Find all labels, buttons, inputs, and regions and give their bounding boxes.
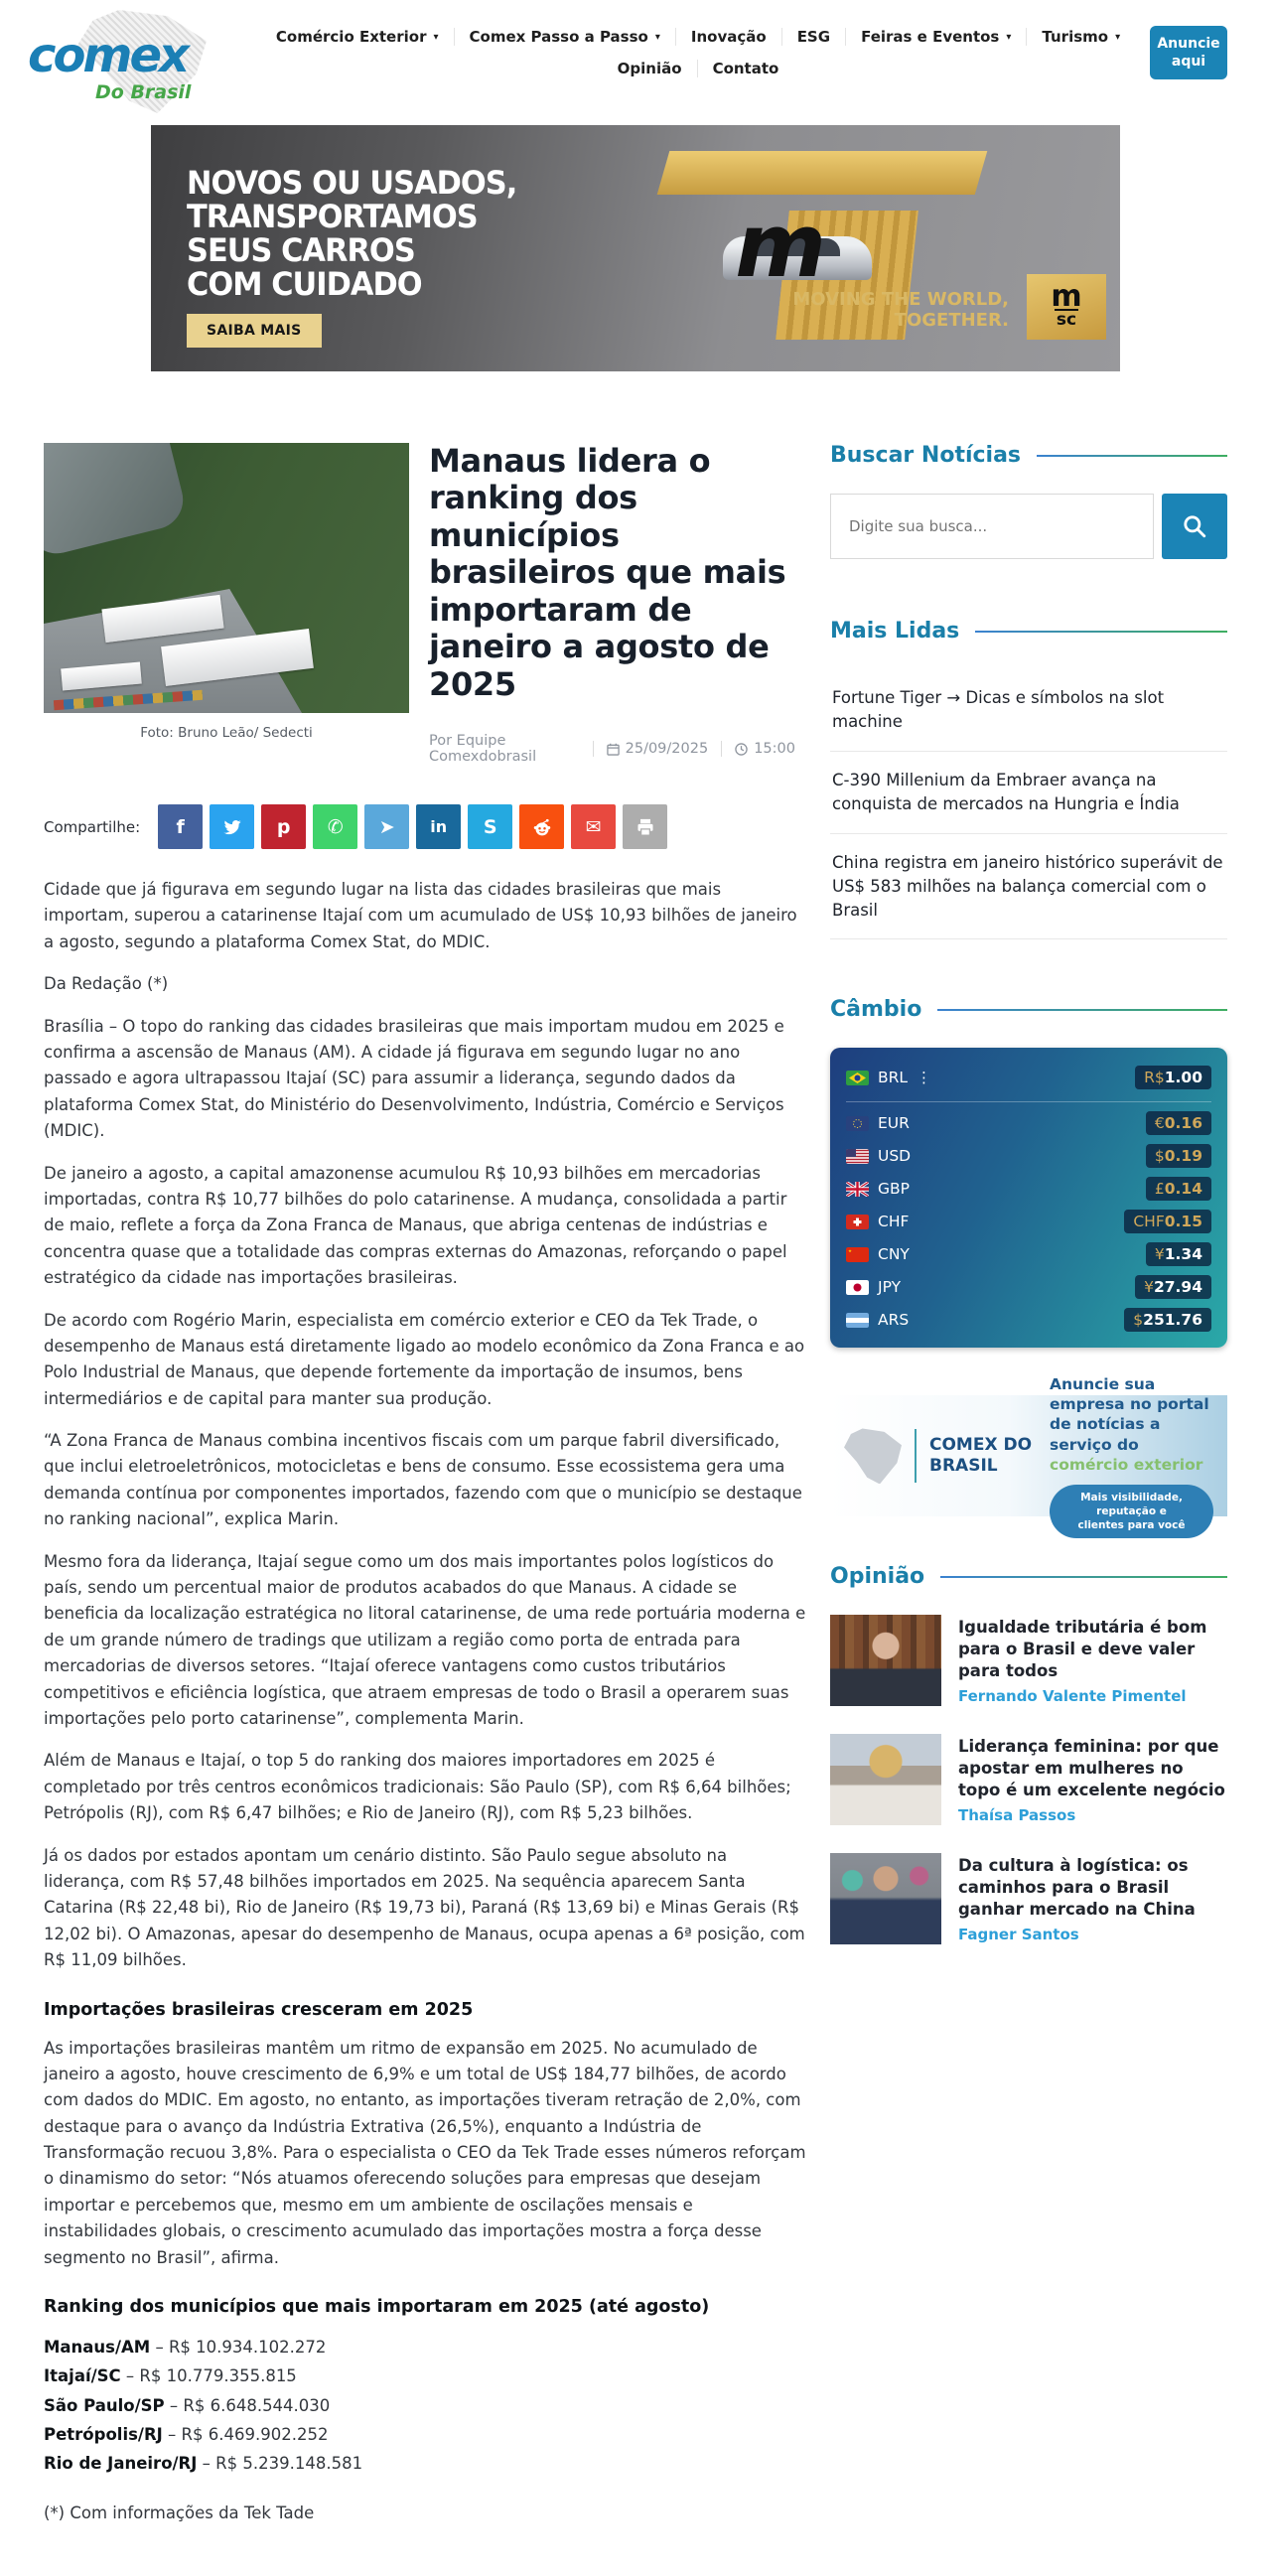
author-photo (830, 1615, 941, 1706)
ranking-row: Itajaí/SC – R$ 10.779.355.815 (44, 2366, 297, 2386)
twitter-icon (222, 817, 242, 837)
article-image[interactable] (44, 443, 409, 713)
search-heading: Buscar Notícias (830, 443, 1022, 468)
nav-item-esg[interactable]: ESG (782, 28, 846, 46)
share-email-button[interactable] (571, 804, 616, 849)
nav-item-comercio-exterior[interactable]: Comércio Exterior ▾ (261, 28, 455, 46)
most-read-item[interactable]: China registra em janeiro histórico superávit de US$ 583 milhões na balança comercial com o Brasil (830, 834, 1227, 940)
byline-author: Por Equipe Comexdobrasil (429, 733, 537, 766)
clock-icon (735, 743, 748, 756)
nav-item-turismo[interactable]: Turismo ▾ (1042, 28, 1121, 46)
exchange-row: JPY ¥27.94 (846, 1275, 1211, 1299)
banner-tagline: MOVING THE WORLD, TOGETHER. (792, 288, 1009, 332)
opinion-card[interactable] (830, 1853, 1227, 1944)
search-section (830, 443, 1227, 559)
share-linkedin-button[interactable] (416, 804, 461, 849)
chevron-down-icon: ▾ (654, 31, 660, 43)
banner-cta-button[interactable]: SAIBA MAIS (187, 314, 322, 348)
kebab-menu-icon[interactable]: ⋮ (917, 1069, 932, 1087)
opinion-heading-row (830, 1564, 1227, 1589)
share-reddit-button[interactable] (519, 804, 564, 849)
share-facebook-button[interactable] (158, 804, 203, 849)
msc-logo: m sc (1027, 274, 1106, 340)
advertise-button[interactable]: Anuncie aqui (1150, 26, 1227, 79)
most-read-section (830, 619, 1227, 939)
most-read-heading-row (830, 619, 1227, 644)
opinion-title: Da cultura à logística: os caminhos para o Brasil ganhar mercado na China (958, 1856, 1196, 1919)
chevron-down-icon: ▾ (1006, 31, 1012, 43)
paragraph: Da Redação (*) (44, 974, 169, 994)
content-grid (0, 443, 1271, 2542)
nav-row-primary (261, 28, 1135, 46)
author-photo (830, 1734, 941, 1825)
section-heading: Importações brasileiras cresceram em 2025 (44, 1999, 474, 2020)
share-pinterest-button[interactable] (261, 804, 306, 849)
currency-value: ¥1.34 (1146, 1242, 1211, 1266)
opinion-card[interactable] (830, 1734, 1227, 1825)
flag-gbp-icon (846, 1182, 869, 1197)
ranking-row: Petrópolis/RJ – R$ 6.469.902.252 (44, 2425, 329, 2445)
opinion-section (830, 1564, 1227, 1944)
calendar-icon (607, 743, 620, 756)
nav-item-feiras-e-eventos[interactable]: Feiras e Eventos ▾ (846, 28, 1027, 46)
ad-brand: COMEX DO BRASIL (929, 1435, 1033, 1477)
exchange-row: ARS $251.76 (846, 1308, 1211, 1332)
exchange-row: CHF CHF0.15 (846, 1210, 1211, 1233)
site-logo[interactable] (18, 8, 246, 115)
paragraph: Já os dados por estados apontam um cenário distinto. São Paulo segue absoluto na liderança, com R$ 57,48 bilhões importados em 2025. Na sequência aparecem Santa Catarina (R$ 22,48 bi), Rio de Janeiro (R$ 19,73 bi), Paraná (R$ 13,69 bi) e Minas Gerais (R$ 12,02 bi). O Amazonas, apesar do desempenho de Manaus, ocupa apenas a 6ª posição, com R$ 11,09 bilhões. (44, 1845, 805, 1970)
footnote: (*) Com informações da Tek Tade (44, 2503, 315, 2522)
linkedin-icon: in (430, 817, 448, 837)
paragraph: Mesmo fora da liderança, Itajaí segue como um dos mais importantes polos logísticos do país, sendo um percentual maior de produtos acabados do que Manaus. A cidade se beneficia da localização estratégica no litoral catarinense, de uma rede portuária moderna e de um grande número de tradings que utilizam a região como porta de entrada para mercadorias de diversos setores. “Itajaí oferece vantagens como custos tributários competitivos e eficiência logística, que atraem empresas de todo o Brasil a operarem suas importações pelo porto catarinense”, complementa Marin. (44, 1551, 806, 1728)
article-hero (44, 443, 808, 765)
currency-value: ¥27.94 (1135, 1275, 1211, 1299)
paragraph: De janeiro a agosto, a capital amazonense acumulou R$ 10,93 bilhões em mercadorias importadas, contra R$ 10,77 bilhões do polo catarinense. A mudança, consolidada a partir de maio, reflete a força da Zona Franca de Manaus, que abriga centenas de indústrias e concentra quase que a totalidade das compras externas do Amazonas, reforçando o papel estratégico da cidade nas importações brasileiras. (44, 1163, 787, 1288)
telegram-icon: ➤ (378, 815, 395, 838)
byline (429, 733, 808, 765)
heading-rule (975, 631, 1227, 633)
article-column (44, 443, 808, 2542)
article-body (44, 877, 808, 2526)
logo-subtitle: Do Brasil (95, 81, 192, 103)
page-title: Manaus lidera o ranking dos municípios brasileiros que mais importaram de janeiro a agosto de 2025 (429, 442, 786, 703)
flag-cny-icon (846, 1247, 869, 1262)
share-whatsapp-button[interactable] (313, 804, 357, 849)
byline-time: 15:00 (721, 741, 808, 757)
flag-eur-icon (846, 1116, 869, 1131)
msc-banner-ad[interactable] (151, 125, 1120, 371)
flag-usd-icon (846, 1149, 869, 1164)
logo-title: comex (28, 28, 187, 83)
reddit-icon (532, 817, 552, 837)
share-skype-button[interactable] (468, 804, 512, 849)
exchange-widget (830, 1048, 1227, 1348)
paragraph: Além de Manaus e Itajaí, o top 5 do ranking dos maiores importadores em 2025 é completado por três centros econômicos tradicionais: São Paulo (SP), com R$ 6,64 bilhões; Petrópolis (RJ), com R$ 6,47 bilhões; e Rio de Janeiro (RJ), com R$ 5,23 bilhões. (44, 1751, 791, 1823)
currency-value: CHF0.15 (1124, 1210, 1211, 1233)
main-nav (246, 8, 1150, 77)
heading-rule (940, 1576, 1227, 1578)
exchange-row: USD $0.19 (846, 1144, 1211, 1168)
opinion-author[interactable]: Thaísa Passos (958, 1805, 1076, 1824)
print-icon (636, 817, 655, 837)
currency-value: $251.76 (1124, 1308, 1211, 1332)
flag-ars-icon (846, 1313, 869, 1328)
nav-item-contato[interactable]: Contato (712, 60, 779, 77)
paragraph: De acordo com Rogério Marin, especialista em comércio exterior e CEO da Tek Trade, o desempenho de Manaus está diretamente ligado ao modelo econômico da Zona Franca e ao Polo Industrial de Manaus, que depende fortemente da importação de insumos, bens intermediários e de capital para manter sua produção. (44, 1310, 805, 1408)
ad-text: Anuncie sua empresa no portal de notícias a serviço do comércio exterior (1050, 1374, 1209, 1475)
exchange-heading: Câmbio (830, 997, 922, 1023)
share-row (44, 804, 808, 849)
article-header (429, 443, 808, 765)
brazil-map-icon (844, 1428, 902, 1484)
opinion-title: Liderança feminina: por que apostar em mulheres no topo é um excelente negócio (958, 1737, 1225, 1799)
nav-row-secondary (603, 60, 794, 77)
ranking-row: Manaus/AM – R$ 10.934.102.272 (44, 2338, 327, 2358)
nav-item-comex-passo-a-passo[interactable]: Comex Passo a Passo ▾ (455, 28, 676, 46)
skype-icon: S (483, 815, 497, 838)
currency-value: R$1.00 (1135, 1066, 1211, 1089)
byline-date: 25/09/2025 (593, 741, 722, 757)
exchange-section (830, 997, 1227, 1348)
nav-item-inovacao[interactable]: Inovação (676, 28, 782, 46)
paragraph: “A Zona Franca de Manaus combina incentivos fiscais com um parque fabril diversificado, que inclui eletroeletrônicos, motocicletas e bens de consumo. Esse ecossistema gera uma demanda contínua por componentes importados, fazendo com que o município se destaque no ranking nacional”, explica Marin. (44, 1431, 802, 1529)
opinion-author[interactable]: Fernando Valente Pimentel (958, 1686, 1187, 1705)
facebook-icon: f (176, 815, 185, 838)
opinion-card[interactable] (830, 1615, 1227, 1706)
banner-headline: NOVOS OU USADOS, TRANSPORTAMOS SEUS CARROS COM CUIDADO (187, 164, 517, 303)
exchange-row: CNY ¥1.34 (846, 1242, 1211, 1266)
msc-letter-art: m (735, 195, 826, 297)
email-icon: ✉ (585, 815, 602, 838)
author-photo (830, 1853, 941, 1944)
search-icon (1182, 513, 1207, 539)
exchange-base-row (846, 1062, 1211, 1102)
flag-brl-icon (846, 1071, 869, 1085)
paragraph: As importações brasileiras mantêm um ritmo de expansão em 2025. No acumulado de janeiro a agosto, houve crescimento de 6,9% e um total de US$ 184,77 bilhões, de acordo com dados do MDIC. Em agosto, no entanto, as importações tiveram retração de 2,0%, com destaque para o avanço da Indústria Extrativa (26,5%), enquanto a Indústria de Transformação recuou 3,8%. Para o especialista o CEO da Tek Trade esses números reforçam o dinamismo do setor: “Nós atuamos oferecendo soluções para empresas que desejam importar e percebemos que, mesmo em um ambiente de oscilações mensais e instabilidades globais, o crescimento acumulado das importações mostra a força desse segmento no Brasil”, afirma. (44, 2038, 806, 2267)
most-read-item[interactable]: C-390 Millenium da Embraer avança na conquista de mercados na Hungria e Índia (830, 752, 1227, 834)
opinion-author[interactable]: Fagner Santos (958, 1925, 1079, 1943)
heading-rule (1037, 455, 1227, 457)
search-heading-row (830, 443, 1227, 468)
opinion-heading: Opinião (830, 1564, 925, 1590)
currency-value: €0.16 (1146, 1111, 1211, 1135)
paragraph: Brasília – O topo do ranking das cidades brasileiras que mais importam mudou em 2025 e confirma a ascensão de Manaus (AM). A cidade já figurava em segundo lugar no ano passado e agora ultrapassou Itajaí (SC) para assumir a liderança, segundo dados da plataforma Comex Stat, do Ministério do Desenvolvimento, Indústria, Comércio e Serviços (MDIC). (44, 1016, 784, 1141)
article-image-block (44, 443, 409, 765)
ranking-row: Rio de Janeiro/RJ – R$ 5.239.148.581 (44, 2454, 363, 2474)
flag-chf-icon (846, 1215, 869, 1229)
search-button[interactable] (1162, 494, 1227, 559)
heading-rule (937, 1009, 1227, 1011)
ranking-row: São Paulo/SP – R$ 6.648.544.030 (44, 2395, 331, 2415)
site-header (0, 0, 1271, 119)
share-print-button[interactable] (623, 804, 667, 849)
photo-caption: Foto: Bruno Leão/ Sedecti (140, 725, 313, 741)
share-buttons (158, 804, 667, 849)
most-read-heading: Mais Lidas (830, 619, 960, 644)
ranking-list (44, 2333, 808, 2479)
divider (915, 1429, 917, 1483)
search-input[interactable] (830, 494, 1154, 559)
chevron-down-icon: ▾ (433, 31, 439, 43)
ad-content (1050, 1374, 1213, 1539)
nav-item-opiniao[interactable]: Opinião (603, 60, 698, 77)
container-roof-art (657, 151, 988, 195)
search-bar (830, 494, 1227, 559)
share-telegram-button[interactable] (364, 804, 409, 849)
pinterest-icon: p (276, 815, 291, 838)
currency-value: $0.19 (1146, 1144, 1211, 1168)
share-twitter-button[interactable] (210, 804, 254, 849)
paragraph: Cidade que já figurava em segundo lugar na lista das cidades brasileiras que mais importam, superou a catarinense Itajaí com um acumulado de US$ 10,93 bilhões de janeiro a agosto, segundo a plataforma Comex Stat, do MDIC. (44, 880, 797, 951)
flag-jpy-icon (846, 1280, 869, 1295)
ad-cta-button[interactable]: Mais visibilidade, reputação e clientes para você (1050, 1485, 1213, 1539)
share-label: Compartilhe: (44, 817, 141, 836)
currency-code: BRL (878, 1069, 909, 1087)
currency-value: £0.14 (1146, 1177, 1211, 1201)
sidebar (830, 443, 1227, 2542)
exchange-row: EUR €0.16 (846, 1111, 1211, 1135)
exchange-row: GBP £0.14 (846, 1177, 1211, 1201)
chevron-down-icon: ▾ (1115, 31, 1121, 43)
ranking-heading: Ranking dos municípios que mais importaram em 2025 (até agosto) (44, 2297, 710, 2318)
comex-ad-banner[interactable] (830, 1374, 1227, 1532)
most-read-item[interactable]: Fortune Tiger → Dicas e símbolos na slot machine (830, 669, 1227, 752)
whatsapp-icon: ✆ (327, 815, 344, 838)
opinion-title: Igualdade tributária é bom para o Brasil e deve valer para todos (958, 1618, 1207, 1680)
exchange-heading-row (830, 997, 1227, 1022)
